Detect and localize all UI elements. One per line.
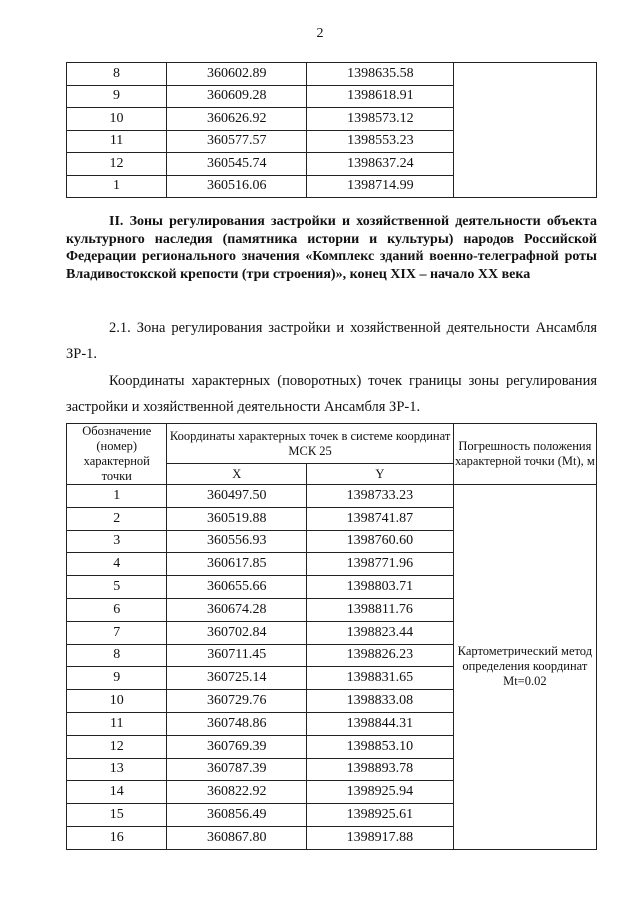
y-coordinate-cell: 1398573.12 bbox=[307, 108, 454, 131]
point-number-cell: 14 bbox=[67, 781, 167, 804]
point-number-cell: 16 bbox=[67, 826, 167, 849]
y-coordinate-cell: 1398635.58 bbox=[307, 63, 454, 86]
table-row bbox=[67, 485, 597, 508]
x-coordinate-cell: 360609.28 bbox=[167, 85, 307, 108]
x-coordinate-cell: 360748.86 bbox=[167, 712, 307, 735]
y-coordinate-cell: 1398618.91 bbox=[307, 85, 454, 108]
point-number-cell: 7 bbox=[67, 621, 167, 644]
y-coordinate-cell: 1398823.44 bbox=[307, 621, 454, 644]
x-coordinate-cell: 360497.50 bbox=[167, 485, 307, 508]
y-coordinate-cell: 1398803.71 bbox=[307, 576, 454, 599]
x-coordinate-cell: 360769.39 bbox=[167, 735, 307, 758]
y-coordinate-cell: 1398831.65 bbox=[307, 667, 454, 690]
header-error: Погрешность положения характерной точки (Mt), м bbox=[453, 424, 596, 485]
point-number-cell: 4 bbox=[67, 553, 167, 576]
y-coordinate-cell: 1398733.23 bbox=[307, 485, 454, 508]
point-number-cell: 12 bbox=[67, 153, 167, 176]
y-coordinate-cell: 1398844.31 bbox=[307, 712, 454, 735]
table-row bbox=[67, 63, 597, 86]
point-number-cell: 15 bbox=[67, 804, 167, 827]
x-coordinate-cell: 360516.06 bbox=[167, 175, 307, 198]
x-coordinate-cell: 360674.28 bbox=[167, 598, 307, 621]
error-cell-blank bbox=[454, 63, 597, 198]
point-number-cell: 10 bbox=[67, 690, 167, 713]
point-number-cell: 12 bbox=[67, 735, 167, 758]
point-number-cell: 8 bbox=[67, 644, 167, 667]
point-number-cell: 13 bbox=[67, 758, 167, 781]
y-coordinate-cell: 1398853.10 bbox=[307, 735, 454, 758]
point-number-cell: 8 bbox=[67, 63, 167, 86]
y-coordinate-cell: 1398925.94 bbox=[307, 781, 454, 804]
x-coordinate-cell: 360702.84 bbox=[167, 621, 307, 644]
y-coordinate-cell: 1398826.23 bbox=[307, 644, 454, 667]
section-heading: II. Зоны регулирования застройки и хозяйственной деятельности объекта культурного наследия (памятника истории и культуры) народов Российской Федерации регионального значения «Комплекс зданий военно-телеграфной роты Владивостокской крепости (три строения)», конец XIX – начало XX века bbox=[66, 214, 597, 282]
y-coordinate-cell: 1398714.99 bbox=[307, 175, 454, 198]
point-number-cell: 10 bbox=[67, 108, 167, 131]
y-coordinate-cell: 1398917.88 bbox=[307, 826, 454, 849]
point-number-cell: 9 bbox=[67, 667, 167, 690]
x-coordinate-cell: 360655.66 bbox=[167, 576, 307, 599]
x-coordinate-cell: 360787.39 bbox=[167, 758, 307, 781]
point-number-cell: 11 bbox=[67, 712, 167, 735]
page-number: 2 bbox=[316, 26, 324, 41]
x-coordinate-cell: 360856.49 bbox=[167, 804, 307, 827]
point-number-cell: 11 bbox=[67, 130, 167, 153]
coordinates-table-zr1 bbox=[66, 423, 597, 850]
y-coordinate-cell: 1398893.78 bbox=[307, 758, 454, 781]
point-number-cell: 2 bbox=[67, 507, 167, 530]
x-coordinate-cell: 360577.57 bbox=[167, 130, 307, 153]
x-coordinate-cell: 360617.85 bbox=[167, 553, 307, 576]
point-number-cell: 3 bbox=[67, 530, 167, 553]
x-coordinate-cell: 360626.92 bbox=[167, 108, 307, 131]
error-method-cell: Картометрический метод определения координат Mt=0.02 bbox=[453, 485, 596, 850]
point-number-cell: 6 bbox=[67, 598, 167, 621]
y-coordinate-cell: 1398760.60 bbox=[307, 530, 454, 553]
x-coordinate-cell: 360602.89 bbox=[167, 63, 307, 86]
x-coordinate-cell: 360545.74 bbox=[167, 153, 307, 176]
coordinates-intro-paragraph: Координаты характерных (поворотных) точек границы зоны регулирования застройки и хозяйственной деятельности Ансамбля ЗР-1. bbox=[66, 373, 597, 415]
header-y: Y bbox=[307, 464, 454, 485]
subsection-paragraph: 2.1. Зона регулирования застройки и хозяйственной деятельности Ансамбля ЗР-1. bbox=[66, 320, 597, 362]
y-coordinate-cell: 1398925.61 bbox=[307, 804, 454, 827]
coordinates-table-continued bbox=[66, 62, 597, 198]
y-coordinate-cell: 1398833.08 bbox=[307, 690, 454, 713]
point-number-cell: 5 bbox=[67, 576, 167, 599]
y-coordinate-cell: 1398637.24 bbox=[307, 153, 454, 176]
y-coordinate-cell: 1398741.87 bbox=[307, 507, 454, 530]
point-number-cell: 1 bbox=[67, 485, 167, 508]
x-coordinate-cell: 360519.88 bbox=[167, 507, 307, 530]
x-coordinate-cell: 360711.45 bbox=[167, 644, 307, 667]
x-coordinate-cell: 360729.76 bbox=[167, 690, 307, 713]
header-designation: Обозначение (номер) характерной точки bbox=[67, 424, 167, 485]
y-coordinate-cell: 1398771.96 bbox=[307, 553, 454, 576]
point-number-cell: 1 bbox=[67, 175, 167, 198]
y-coordinate-cell: 1398811.76 bbox=[307, 598, 454, 621]
header-x: X bbox=[167, 464, 307, 485]
y-coordinate-cell: 1398553.23 bbox=[307, 130, 454, 153]
header-coordinates: Координаты характерных точек в системе координат МСК 25 bbox=[167, 424, 453, 464]
x-coordinate-cell: 360556.93 bbox=[167, 530, 307, 553]
x-coordinate-cell: 360867.80 bbox=[167, 826, 307, 849]
x-coordinate-cell: 360725.14 bbox=[167, 667, 307, 690]
x-coordinate-cell: 360822.92 bbox=[167, 781, 307, 804]
point-number-cell: 9 bbox=[67, 85, 167, 108]
